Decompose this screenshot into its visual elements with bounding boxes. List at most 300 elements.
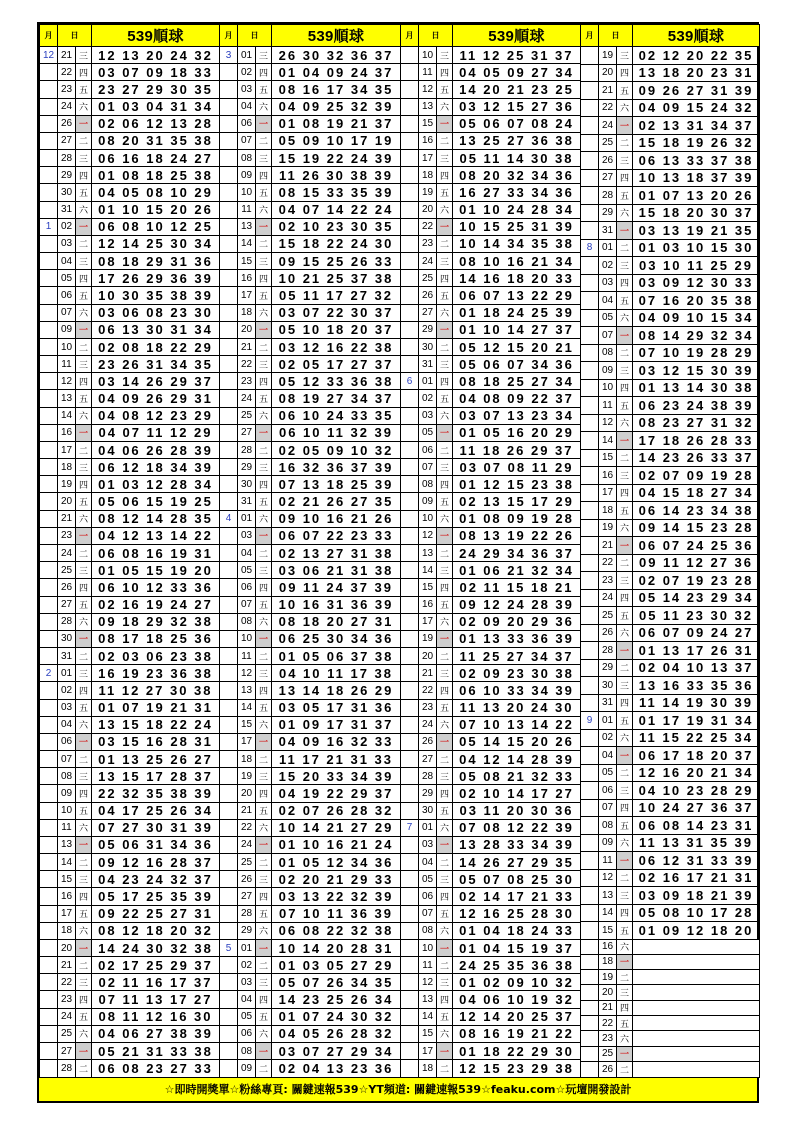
- result-row: [220, 356, 401, 373]
- date-cell: 21: [238, 802, 256, 819]
- month-cell: [401, 751, 419, 768]
- result-row: [220, 871, 401, 888]
- date-cell: 26: [599, 1062, 617, 1078]
- drawn-numbers: 06 25 30 34 36: [272, 630, 401, 647]
- month-cell: [581, 82, 599, 100]
- drawn-numbers: 08 23 27 31 32: [633, 414, 760, 432]
- result-row: [220, 922, 401, 939]
- month-cell: [40, 390, 58, 407]
- drawn-numbers: 08 18 25 27 34: [453, 373, 581, 390]
- date-cell: 16: [599, 467, 617, 485]
- date-cell: 04: [419, 854, 437, 871]
- date-cell: 23: [58, 81, 76, 98]
- results-table: [400, 24, 581, 1078]
- date-cell: 24: [599, 117, 617, 135]
- month-cell: [220, 253, 238, 270]
- date-cell: 22: [238, 356, 256, 373]
- date-cell: 28: [58, 150, 76, 167]
- month-cell: [220, 167, 238, 184]
- date-cell: 17: [58, 905, 76, 922]
- month-cell: [220, 854, 238, 871]
- drawn-numbers: 03 06 21 31 38: [272, 562, 401, 579]
- weekday-cell: 一: [256, 630, 272, 647]
- result-row: [40, 699, 220, 716]
- results-table: [219, 24, 401, 1078]
- weekday-cell: 一: [437, 218, 453, 235]
- drawn-numbers: 11 15 22 25 34: [633, 729, 760, 747]
- date-cell: 10: [419, 939, 437, 956]
- result-row: [40, 819, 220, 836]
- drawn-numbers: 08 17 18 25 36: [92, 630, 220, 647]
- weekday-cell: 三: [76, 871, 92, 888]
- drawn-numbers: 06 08 23 27 33: [92, 1060, 220, 1078]
- month-cell: [220, 922, 238, 939]
- result-row: [40, 648, 220, 665]
- result-row: [220, 785, 401, 802]
- drawn-numbers: 15 20 33 34 39: [272, 768, 401, 785]
- date-cell: 03: [238, 974, 256, 991]
- date-cell: 22: [599, 1016, 617, 1031]
- result-row: [581, 47, 760, 65]
- date-cell: 02: [58, 218, 76, 235]
- date-cell: 20: [599, 985, 617, 1000]
- weekday-cell: 四: [437, 64, 453, 81]
- date-cell: 27: [599, 169, 617, 187]
- drawn-numbers: 05 11 23 30 32: [633, 607, 760, 625]
- drawn-numbers: 02 14 17 21 33: [453, 888, 581, 905]
- date-cell: 24: [419, 253, 437, 270]
- result-row: [401, 613, 581, 630]
- result-row: [401, 64, 581, 81]
- drawn-numbers: 01 10 15 20 26: [92, 201, 220, 218]
- weekday-cell: 一: [437, 630, 453, 647]
- date-cell: 24: [238, 390, 256, 407]
- result-row: [401, 527, 581, 544]
- month-cell: [581, 1046, 599, 1061]
- drawn-numbers: 02 12 20 22 35: [633, 47, 760, 65]
- date-cell: 12: [599, 869, 617, 887]
- date-cell: 27: [419, 751, 437, 768]
- weekday-cell: 二: [437, 441, 453, 458]
- date-cell: 14: [238, 699, 256, 716]
- drawn-numbers: 02 11 15 18 21: [453, 579, 581, 596]
- month-cell: [220, 356, 238, 373]
- date-cell: 06: [58, 287, 76, 304]
- result-row: [40, 630, 220, 647]
- date-cell: 15: [238, 253, 256, 270]
- result-row: [401, 167, 581, 184]
- weekday-cell: 三: [76, 459, 92, 476]
- month-cell: [581, 694, 599, 712]
- date-cell: 18: [419, 1060, 437, 1078]
- month-cell: [401, 321, 419, 338]
- month-cell: [581, 747, 599, 765]
- result-row: [581, 292, 760, 310]
- drawn-numbers: 01 08 19 21 37: [272, 115, 401, 132]
- result-row: [581, 887, 760, 905]
- drawn-numbers: 07 27 30 31 39: [92, 819, 220, 836]
- weekday-cell: 三: [437, 562, 453, 579]
- drawn-numbers: 10 24 27 36 37: [633, 799, 760, 817]
- weekday-cell: 一: [76, 1042, 92, 1059]
- result-row: [401, 47, 581, 64]
- month-cell: [401, 235, 419, 252]
- month-cell: [40, 527, 58, 544]
- result-row: [401, 1060, 581, 1078]
- month-cell: [581, 642, 599, 660]
- drawn-numbers: 02 05 17 27 37: [272, 356, 401, 373]
- drawn-numbers: 04 05 08 10 29: [92, 184, 220, 201]
- drawn-numbers: 13 16 33 35 36: [633, 677, 760, 695]
- month-cell: [40, 150, 58, 167]
- results-column-1: [39, 24, 219, 1078]
- result-row: [220, 733, 401, 750]
- result-row: [401, 1008, 581, 1025]
- weekday-cell: 四: [256, 682, 272, 699]
- weekday-cell: 六: [256, 304, 272, 321]
- drawn-numbers: 05 21 31 33 38: [92, 1042, 220, 1059]
- drawn-numbers: 13 28 33 34 39: [453, 836, 581, 853]
- drawn-numbers: 01 13 25 26 27: [92, 751, 220, 768]
- month-cell: [401, 802, 419, 819]
- drawn-numbers: 07 10 11 36 39: [272, 905, 401, 922]
- weekday-cell: 二: [617, 1062, 633, 1078]
- drawn-numbers: 12 14 20 25 37: [453, 1008, 581, 1025]
- date-cell: 13: [419, 98, 437, 115]
- weekday-cell: 六: [256, 613, 272, 630]
- date-cell: 14: [419, 1008, 437, 1025]
- month-cell: [581, 834, 599, 852]
- header-row: [40, 25, 220, 47]
- weekday-cell: 五: [256, 596, 272, 613]
- date-cell: 11: [419, 64, 437, 81]
- drawn-numbers: 08 15 33 35 39: [272, 184, 401, 201]
- weekday-cell: 四: [256, 785, 272, 802]
- weekday-cell: 一: [437, 733, 453, 750]
- month-cell: [220, 562, 238, 579]
- result-row: [40, 665, 220, 682]
- weekday-cell: 三: [437, 974, 453, 991]
- weekday-cell: 五: [437, 184, 453, 201]
- drawn-numbers: 08 13 19 22 26: [453, 527, 581, 544]
- weekday-cell: 三: [437, 47, 453, 64]
- weekday-cell: 四: [437, 682, 453, 699]
- date-cell: 08: [419, 476, 437, 493]
- date-cell: 02: [599, 257, 617, 275]
- result-row: [401, 1025, 581, 1042]
- date-cell: 09: [238, 1060, 256, 1078]
- result-row: [401, 218, 581, 235]
- result-row: [220, 253, 401, 270]
- weekday-cell: 四: [256, 64, 272, 81]
- result-row: [40, 768, 220, 785]
- month-cell: [401, 81, 419, 98]
- header-row: [220, 25, 401, 47]
- weekday-cell: 五: [437, 287, 453, 304]
- month-cell: [401, 459, 419, 476]
- month-cell: [40, 613, 58, 630]
- month-cell: [220, 441, 238, 458]
- month-cell: [401, 871, 419, 888]
- month-cell: 9: [581, 712, 599, 730]
- result-row: [401, 596, 581, 613]
- weekday-cell: 三: [617, 467, 633, 485]
- weekday-cell: 五: [437, 493, 453, 510]
- weekday-cell: 四: [617, 274, 633, 292]
- result-row: [401, 184, 581, 201]
- drawn-numbers: 05 07 26 34 35: [272, 974, 401, 991]
- drawn-numbers: 02 13 27 31 38: [272, 544, 401, 561]
- month-cell: [401, 338, 419, 355]
- month-cell: [40, 270, 58, 287]
- month-header: 月: [40, 25, 58, 47]
- date-cell: 25: [238, 854, 256, 871]
- month-cell: [581, 169, 599, 187]
- date-cell: 31: [58, 201, 76, 218]
- weekday-cell: 二: [437, 854, 453, 871]
- weekday-cell: 五: [76, 905, 92, 922]
- result-row: [581, 152, 760, 170]
- weekday-cell: 三: [617, 257, 633, 275]
- date-cell: 21: [58, 47, 76, 64]
- drawn-numbers: 07 10 19 28 29: [633, 344, 760, 362]
- date-cell: 12: [419, 974, 437, 991]
- weekday-cell: 六: [617, 1031, 633, 1046]
- month-cell: [401, 47, 419, 64]
- month-cell: [40, 201, 58, 218]
- month-cell: [40, 304, 58, 321]
- weekday-cell: 五: [617, 607, 633, 625]
- date-cell: 10: [419, 47, 437, 64]
- date-cell: 28: [599, 642, 617, 660]
- month-cell: [581, 817, 599, 835]
- weekday-cell: 一: [437, 939, 453, 956]
- weekday-cell: 五: [76, 184, 92, 201]
- drawn-numbers: 10 14 34 35 38: [453, 235, 581, 252]
- drawn-numbers: 17 18 26 28 33: [633, 432, 760, 450]
- date-cell: 17: [58, 441, 76, 458]
- result-row: [401, 922, 581, 939]
- month-cell: [401, 184, 419, 201]
- date-cell: 16: [238, 270, 256, 287]
- month-cell: [581, 257, 599, 275]
- date-cell: 11: [599, 397, 617, 415]
- result-row: [401, 510, 581, 527]
- month-cell: [220, 493, 238, 510]
- month-cell: [220, 716, 238, 733]
- month-cell: [220, 321, 238, 338]
- weekday-cell: 一: [256, 218, 272, 235]
- drawn-numbers: 03 06 08 23 30: [92, 304, 220, 321]
- result-row: [220, 991, 401, 1008]
- result-row: [220, 630, 401, 647]
- drawn-numbers: 02 07 26 28 32: [272, 802, 401, 819]
- month-cell: [220, 115, 238, 132]
- result-row: [581, 904, 760, 922]
- result-row: [220, 47, 401, 64]
- result-row: [401, 115, 581, 132]
- weekday-cell: 六: [437, 510, 453, 527]
- date-cell: 10: [58, 802, 76, 819]
- weekday-cell: 三: [76, 974, 92, 991]
- weekday-cell: 四: [437, 888, 453, 905]
- result-row: [40, 270, 220, 287]
- weekday-cell: 五: [256, 81, 272, 98]
- result-row: [220, 321, 401, 338]
- drawn-numbers: 08 10 16 21 34: [453, 253, 581, 270]
- month-cell: [40, 974, 58, 991]
- date-cell: 07: [419, 905, 437, 922]
- drawn-numbers: 02 17 25 29 37: [92, 957, 220, 974]
- weekday-cell: 三: [76, 253, 92, 270]
- result-row: [220, 905, 401, 922]
- month-cell: [40, 510, 58, 527]
- month-cell: [40, 544, 58, 561]
- weekday-cell: 四: [76, 167, 92, 184]
- drawn-numbers: 03 09 12 30 33: [633, 274, 760, 292]
- drawn-numbers: 01 03 12 28 34: [92, 476, 220, 493]
- result-row: [581, 970, 760, 985]
- month-cell: [401, 1060, 419, 1078]
- result-row: [220, 476, 401, 493]
- result-row: [581, 782, 760, 800]
- date-cell: 09: [58, 785, 76, 802]
- month-cell: [220, 287, 238, 304]
- weekday-cell: 二: [256, 648, 272, 665]
- result-row: [40, 167, 220, 184]
- drawn-numbers: 06 17 18 20 37: [633, 747, 760, 765]
- drawn-numbers: 03 07 22 30 37: [272, 304, 401, 321]
- weekday-cell: 三: [437, 768, 453, 785]
- date-cell: 09: [238, 167, 256, 184]
- date-cell: 08: [599, 344, 617, 362]
- drawn-numbers: 04 05 26 28 32: [272, 1025, 401, 1042]
- result-row: [581, 274, 760, 292]
- month-cell: [220, 1025, 238, 1042]
- weekday-cell: 四: [437, 270, 453, 287]
- weekday-cell: 六: [76, 407, 92, 424]
- weekday-cell: 二: [617, 659, 633, 677]
- month-cell: [581, 607, 599, 625]
- weekday-cell: 五: [76, 493, 92, 510]
- result-row: [220, 1042, 401, 1059]
- weekday-cell: 三: [76, 562, 92, 579]
- day-header: 日: [599, 25, 633, 47]
- date-cell: 16: [419, 596, 437, 613]
- drawn-numbers: 02 09 20 29 36: [453, 613, 581, 630]
- result-row: [401, 235, 581, 252]
- weekday-cell: 二: [76, 441, 92, 458]
- date-cell: 23: [599, 1031, 617, 1046]
- drawn-numbers: 07 11 13 17 27: [92, 991, 220, 1008]
- month-cell: [401, 1042, 419, 1059]
- drawn-numbers: 09 18 29 32 38: [92, 613, 220, 630]
- month-cell: [581, 659, 599, 677]
- drawn-numbers: 08 20 31 35 38: [92, 132, 220, 149]
- drawn-numbers: 04 12 14 28 39: [453, 751, 581, 768]
- result-row: [220, 218, 401, 235]
- weekday-cell: 三: [437, 871, 453, 888]
- weekday-cell: 四: [256, 888, 272, 905]
- month-header: 月: [581, 25, 599, 47]
- date-cell: 11: [58, 356, 76, 373]
- month-cell: [401, 424, 419, 441]
- result-row: [220, 682, 401, 699]
- month-cell: [401, 64, 419, 81]
- result-row: [401, 476, 581, 493]
- weekday-cell: 五: [256, 493, 272, 510]
- month-cell: [401, 648, 419, 665]
- results-table: [580, 24, 760, 1078]
- weekday-cell: 五: [256, 802, 272, 819]
- date-cell: 25: [238, 407, 256, 424]
- date-cell: 06: [238, 579, 256, 596]
- month-cell: [581, 869, 599, 887]
- result-row: [401, 81, 581, 98]
- result-row: [40, 957, 220, 974]
- date-cell: 01: [238, 510, 256, 527]
- weekday-cell: 一: [437, 1042, 453, 1059]
- drawn-numbers: 06 13 30 31 34: [92, 321, 220, 338]
- empty-numbers-cell: [633, 1016, 760, 1031]
- weekday-cell: 四: [76, 682, 92, 699]
- drawn-numbers: 13 25 27 36 38: [453, 132, 581, 149]
- drawn-numbers: 01 13 33 36 39: [453, 630, 581, 647]
- empty-numbers-cell: [633, 970, 760, 985]
- result-row: [401, 733, 581, 750]
- result-row: [401, 562, 581, 579]
- drawn-numbers: 12 16 20 21 34: [633, 764, 760, 782]
- drawn-numbers: 04 19 22 29 37: [272, 785, 401, 802]
- weekday-cell: 六: [437, 98, 453, 115]
- date-cell: 24: [599, 589, 617, 607]
- weekday-cell: 五: [437, 81, 453, 98]
- drawn-numbers: 05 14 15 20 26: [453, 733, 581, 750]
- date-cell: 07: [238, 596, 256, 613]
- date-cell: 11: [599, 852, 617, 870]
- result-row: [220, 407, 401, 424]
- weekday-cell: 三: [617, 782, 633, 800]
- month-cell: [401, 407, 419, 424]
- date-cell: 08: [58, 768, 76, 785]
- date-cell: 23: [58, 527, 76, 544]
- drawn-numbers: 05 17 25 35 39: [92, 888, 220, 905]
- weekday-cell: 四: [437, 476, 453, 493]
- result-row: [581, 1062, 760, 1078]
- weekday-cell: 四: [76, 991, 92, 1008]
- date-cell: 28: [238, 441, 256, 458]
- result-row: [401, 459, 581, 476]
- date-cell: 02: [599, 729, 617, 747]
- date-cell: 27: [238, 424, 256, 441]
- drawn-numbers: 10 30 35 38 39: [92, 287, 220, 304]
- drawn-numbers: 01 07 19 21 31: [92, 699, 220, 716]
- date-cell: 09: [419, 493, 437, 510]
- month-cell: [40, 287, 58, 304]
- drawn-numbers: 01 09 17 31 37: [272, 716, 401, 733]
- result-row: [581, 309, 760, 327]
- result-row: [40, 287, 220, 304]
- date-cell: 15: [58, 871, 76, 888]
- month-cell: [581, 677, 599, 695]
- results-column-2: [219, 24, 400, 1078]
- result-row: [581, 82, 760, 100]
- weekday-cell: 四: [76, 64, 92, 81]
- drawn-numbers: 03 07 09 18 33: [92, 64, 220, 81]
- weekday-cell: 四: [256, 270, 272, 287]
- weekday-cell: 二: [256, 544, 272, 561]
- result-row: [40, 527, 220, 544]
